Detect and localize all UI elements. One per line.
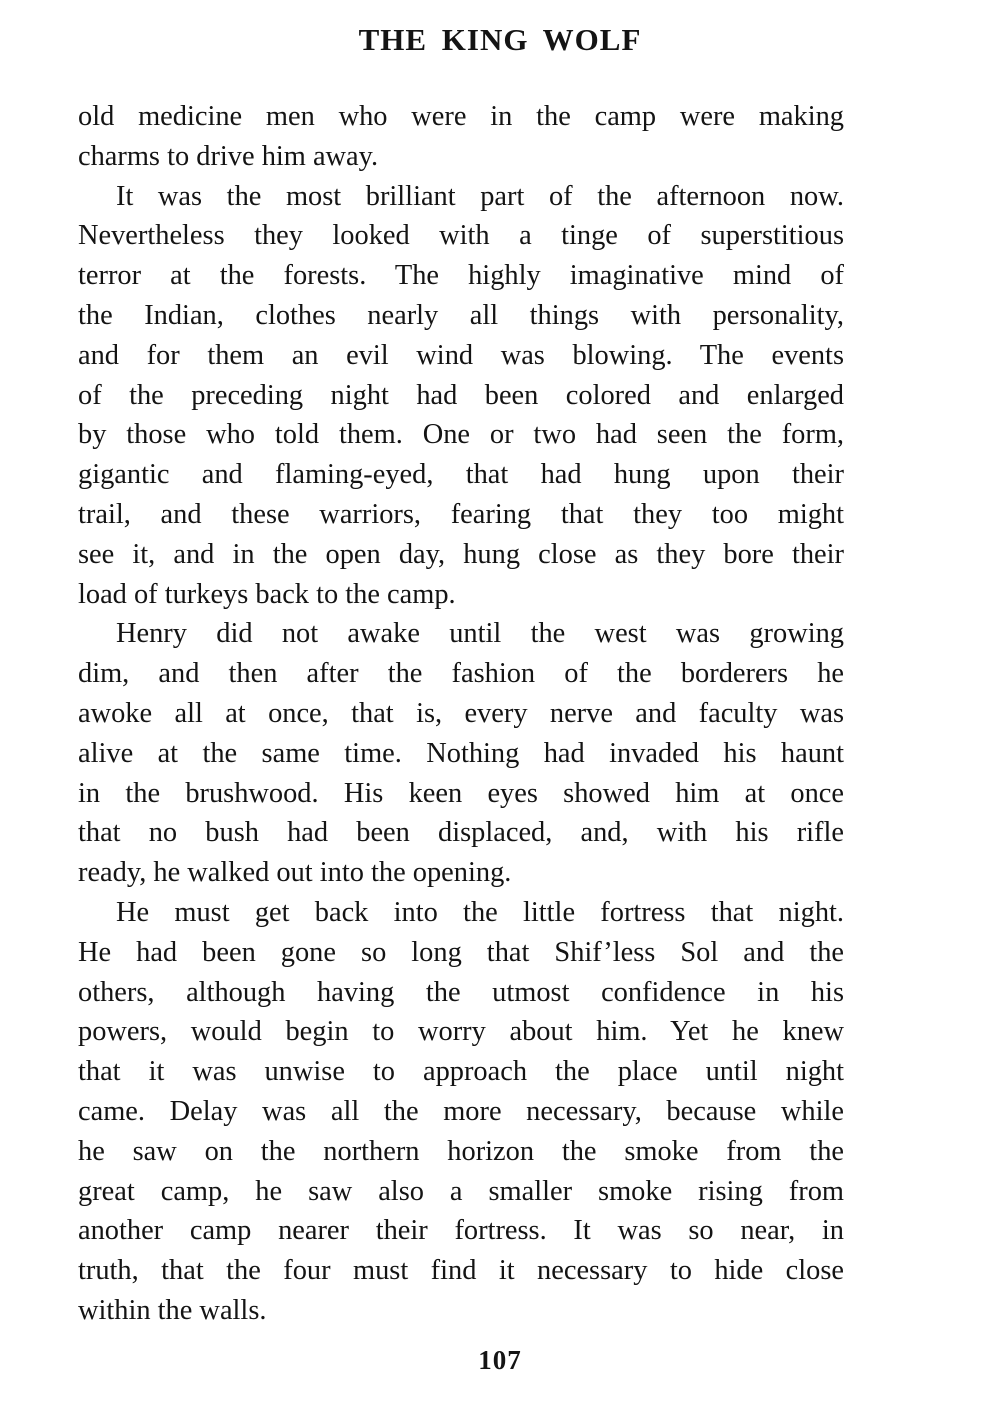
text-line: old medicine men who were in the camp were making xyxy=(78,101,844,132)
text-line: truth, that the four must find it necessary to hide close xyxy=(78,1255,844,1287)
running-head: THE KING WOLF xyxy=(358,22,642,57)
text-line: that it was unwise to approach the place until night xyxy=(78,1056,844,1088)
paragraph xyxy=(78,614,844,893)
text-line: he saw on the northern horizon the smoke from the xyxy=(78,1135,844,1167)
text-line: dim, and then after the fashion of the borderers he xyxy=(78,658,844,690)
paragraph xyxy=(78,893,844,1331)
text-line: powers, would begin to worry about him. Yet he knew xyxy=(78,1016,844,1048)
body-text xyxy=(78,97,844,1331)
text-line: awoke all at once, that is, every nerve and faculty was xyxy=(78,697,844,729)
page-number: 107 xyxy=(478,1345,522,1375)
text-line: within the walls. xyxy=(78,1294,267,1326)
text-line: trail, and these warriors, fearing that they too might xyxy=(78,498,844,530)
text-line: great camp, he saw also a smaller smoke rising from xyxy=(78,1175,844,1207)
text-line: He had been gone so long that Shif’less Sol and the xyxy=(78,936,844,968)
text-line: terror at the forests. The highly imaginative mind of xyxy=(78,260,844,292)
text-line: and for them an evil wind was blowing. The events xyxy=(78,339,844,371)
text-line: Henry did not awake until the west was growing xyxy=(116,618,844,650)
text-line: ready, he walked out into the opening. xyxy=(78,857,512,889)
text-line: that no bush had been displaced, and, with his rifle xyxy=(78,817,844,849)
text-line: see it, and in the open day, hung close as they bore their xyxy=(78,538,844,570)
text-line: load of turkeys back to the camp. xyxy=(78,578,456,610)
text-line: came. Delay was all the more necessary, because while xyxy=(78,1095,844,1127)
paragraph xyxy=(78,97,844,177)
text-line: others, although having the utmost confidence in his xyxy=(78,976,844,1008)
text-line: Nevertheless they looked with a tinge of superstitious xyxy=(78,220,844,252)
text-line: alive at the same time. Nothing had invaded his haunt xyxy=(78,737,844,769)
text-line: It was the most brilliant part of the afternoon now. xyxy=(116,180,844,212)
text-line: gigantic and flaming-eyed, that had hung upon their xyxy=(78,459,844,491)
paragraph xyxy=(78,177,844,615)
text-line: He must get back into the little fortress that night. xyxy=(116,896,844,928)
text-line: charms to drive him away. xyxy=(78,140,379,172)
text-line: another camp nearer their fortress. It was so near, in xyxy=(78,1215,844,1247)
text-line: the Indian, clothes nearly all things with personality, xyxy=(78,299,844,331)
text-line: of the preceding night had been colored and enlarged xyxy=(78,379,844,411)
text-line: by those who told them. One or two had seen the form, xyxy=(78,419,844,451)
text-line: in the brushwood. His keen eyes showed him at once xyxy=(78,777,844,809)
